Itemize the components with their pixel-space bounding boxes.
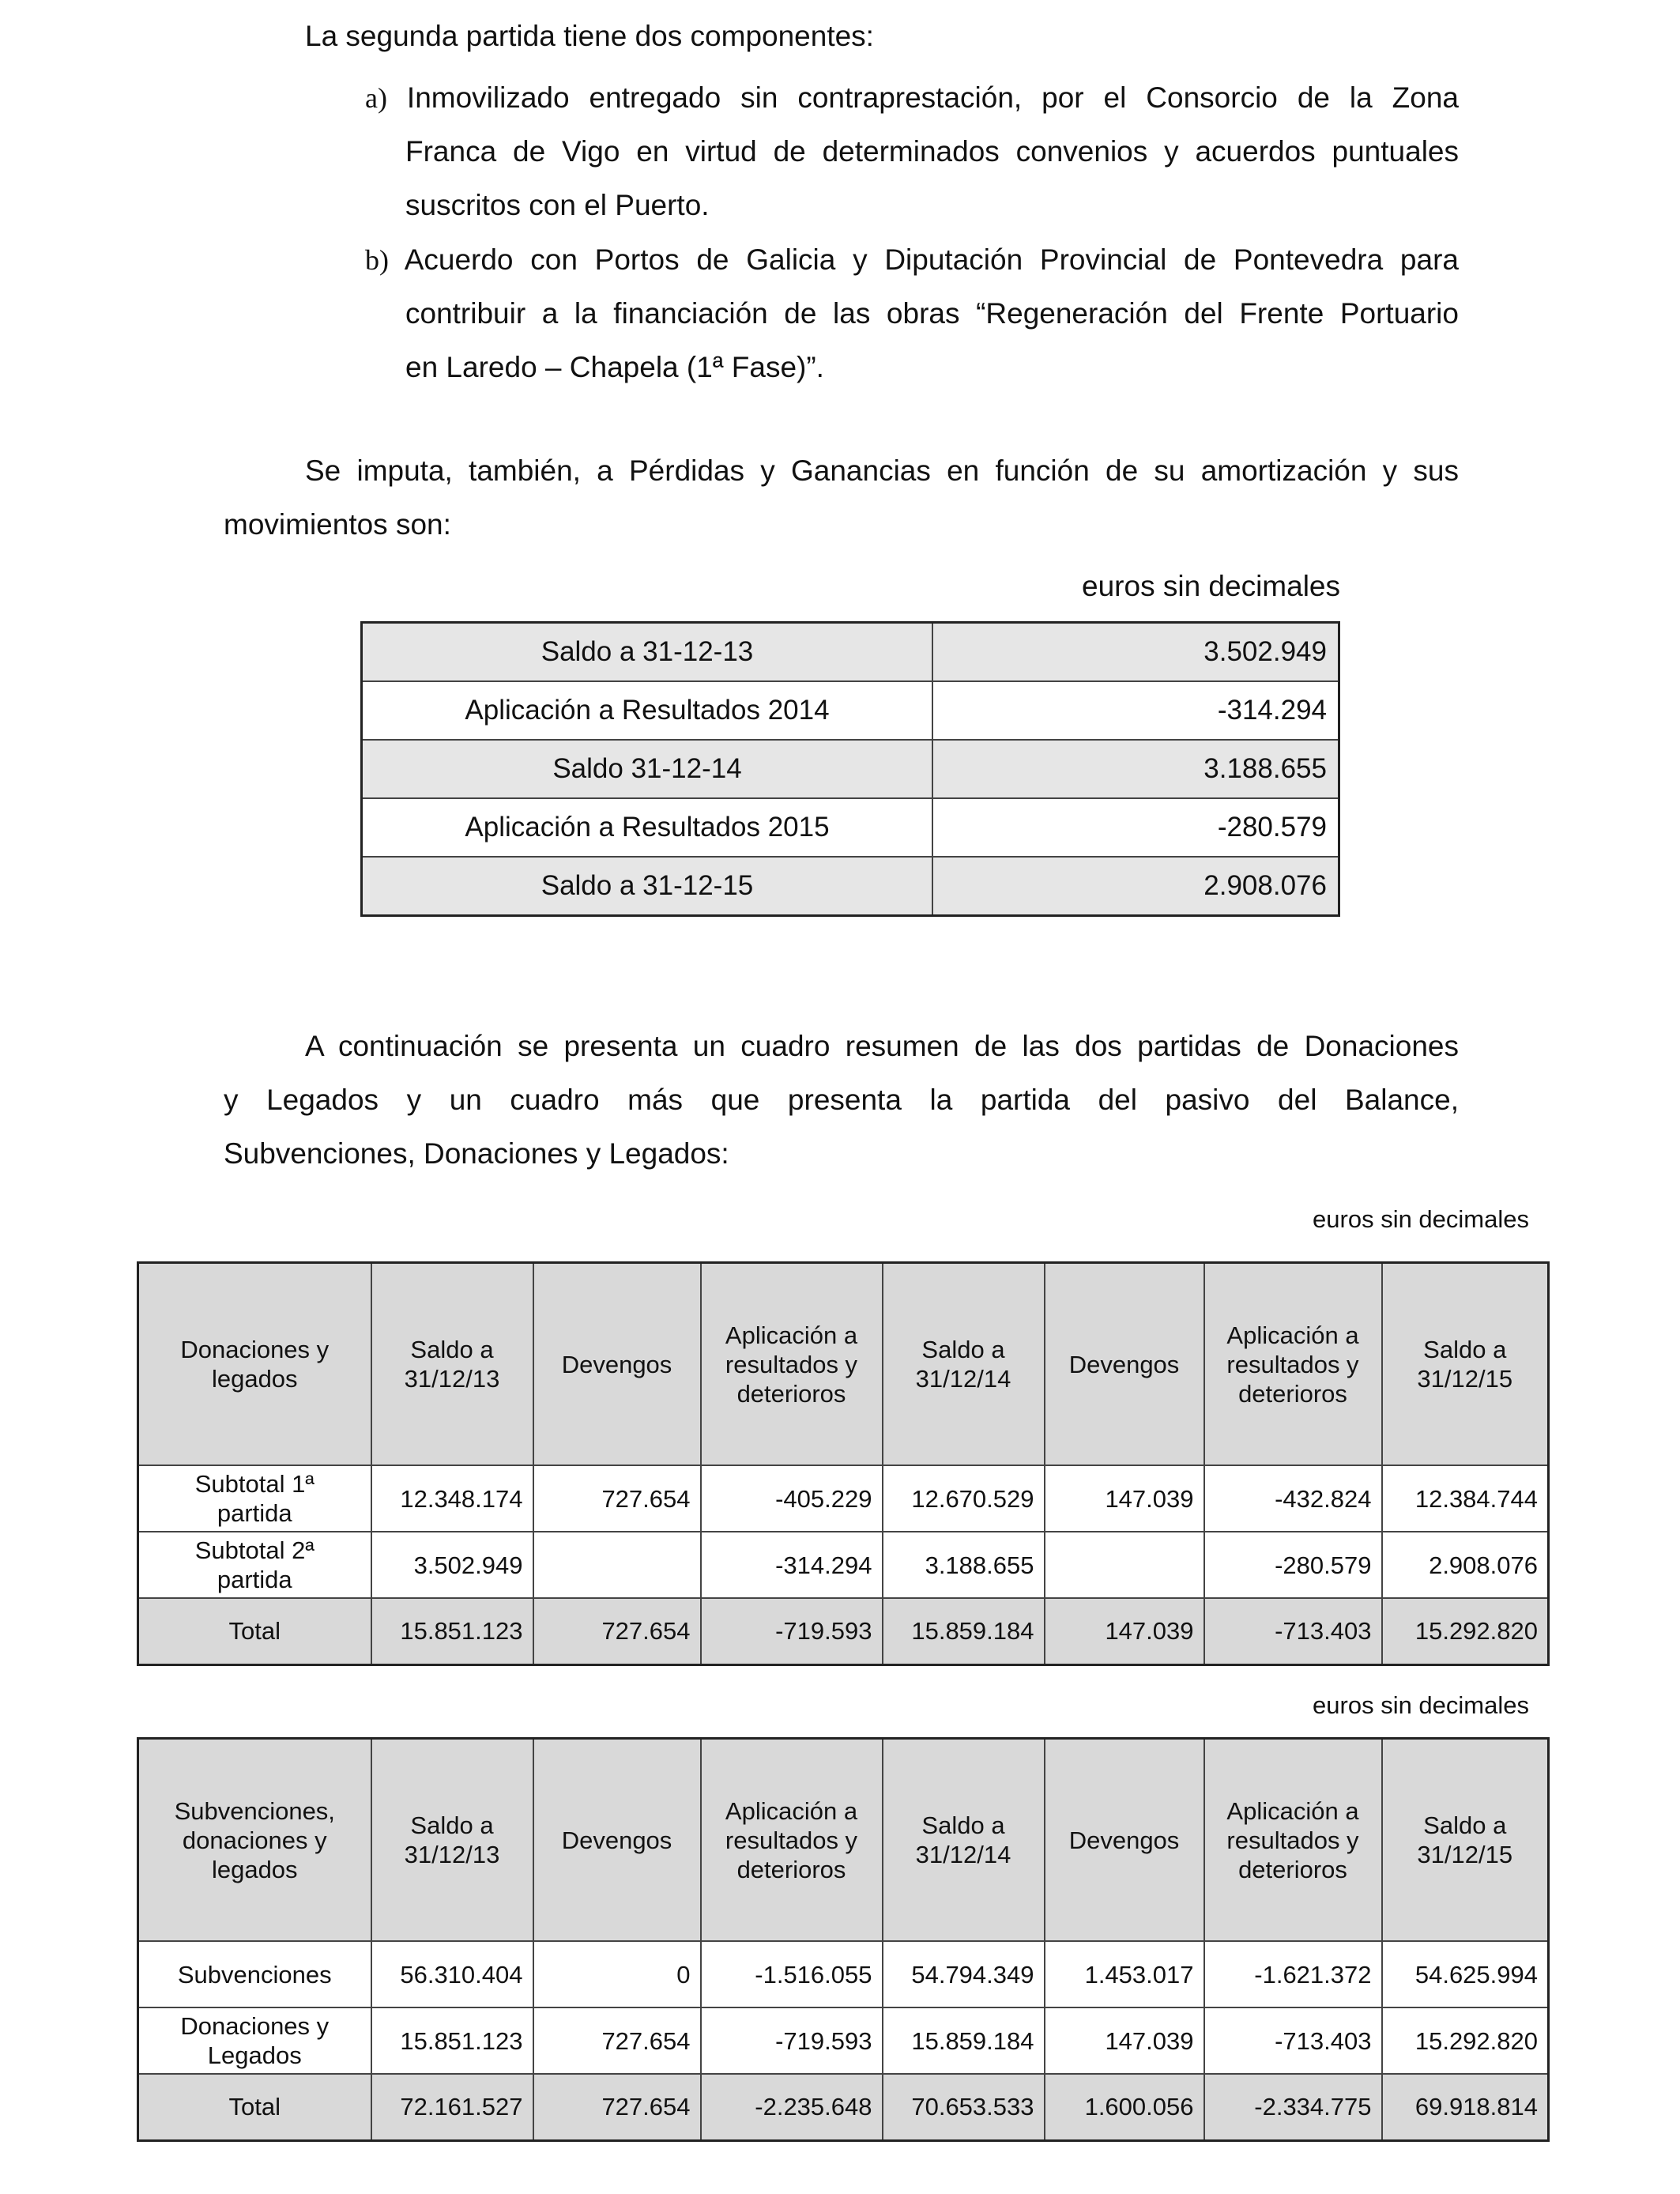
- table-cell: -432.824: [1204, 1465, 1382, 1532]
- paragraph-line: Subvenciones, Donaciones y Legados:: [224, 1137, 729, 1170]
- table-cell: -719.593: [701, 2007, 883, 2074]
- column-header: Saldo a 31/12/13: [371, 1263, 533, 1466]
- paragraph-line: Se imputa, también, a Pérdidas y Ganancias en función de su amortización y sus: [305, 454, 1459, 487]
- row-label: Subtotal 1ª partida: [138, 1465, 371, 1532]
- table-cell: -713.403: [1204, 2007, 1382, 2074]
- list-item-text-line: Inmovilizado entregado sin contraprestación, por el Consorcio de la Zona: [406, 81, 1459, 114]
- table-cell: -1.621.372: [1204, 1941, 1382, 2007]
- table-row: [362, 857, 1339, 916]
- row-value: -280.579: [932, 798, 1339, 857]
- table-cell: 15.851.123: [371, 1598, 533, 1664]
- table-cell: -2.334.775: [1204, 2074, 1382, 2140]
- column-header: Saldo a 31/12/15: [1382, 1263, 1549, 1466]
- row-label: Donaciones y Legados: [138, 2007, 371, 2074]
- row-label: Subvenciones: [138, 1941, 371, 2007]
- table-cell: 15.851.123: [371, 2007, 533, 2074]
- column-header: Saldo a 31/12/15: [1382, 1739, 1549, 1942]
- table-cell: -1.516.055: [701, 1941, 883, 2007]
- column-header: Devengos: [533, 1263, 701, 1466]
- table-cell: 12.384.744: [1382, 1465, 1549, 1532]
- table-cell: -405.229: [701, 1465, 883, 1532]
- list-marker: b): [365, 244, 389, 276]
- table-cell: 0: [533, 1941, 701, 2007]
- column-header: Saldo a 31/12/13: [371, 1739, 533, 1942]
- table-cell: 70.653.533: [883, 2074, 1045, 2140]
- table-cell: [533, 1532, 701, 1598]
- table-cell: -719.593: [701, 1598, 883, 1664]
- column-header: Saldo a 31/12/14: [883, 1739, 1045, 1942]
- table-cell: 727.654: [533, 1598, 701, 1664]
- table-cell: -280.579: [1204, 1532, 1382, 1598]
- table-cell: 1.453.017: [1045, 1941, 1204, 2007]
- list-item-a: [365, 71, 1459, 232]
- header-row: [138, 1739, 1549, 1942]
- summary-paragraph: [224, 1020, 1459, 1181]
- units-label: euros sin decimales: [1313, 1205, 1529, 1233]
- table-row: [362, 740, 1339, 798]
- table-cell: 147.039: [1045, 2007, 1204, 2074]
- table-row: [138, 2007, 1549, 2074]
- donaciones-table: [137, 1261, 1550, 1666]
- paragraph-line: y Legados y un cuadro más que presenta la partida del pasivo del Balance,: [224, 1084, 1459, 1116]
- table-cell: 54.625.994: [1382, 1941, 1549, 2007]
- table-cell: 12.670.529: [883, 1465, 1045, 1532]
- row-value: 2.908.076: [932, 857, 1339, 916]
- intro-paragraph: [305, 9, 1459, 63]
- table-row: [362, 798, 1339, 857]
- table-cell: 147.039: [1045, 1598, 1204, 1664]
- table-row: [138, 1941, 1549, 2007]
- table-cell: 15.292.820: [1382, 1598, 1549, 1664]
- table-cell: 15.859.184: [883, 2007, 1045, 2074]
- table-cell: -713.403: [1204, 1598, 1382, 1664]
- table-cell: 56.310.404: [371, 1941, 533, 2007]
- column-header: Aplicación a resultados y deterioros: [701, 1739, 883, 1942]
- row-value: -314.294: [932, 681, 1339, 740]
- total-row: [138, 2074, 1549, 2140]
- row-label: Total: [138, 1598, 371, 1664]
- column-header: Aplicación a resultados y deterioros: [1204, 1263, 1382, 1466]
- list-item-text-line: contribuir a la financiación de las obras “Regeneración del Frente Portuario: [405, 297, 1459, 330]
- header-row: [138, 1263, 1549, 1466]
- row-label: Saldo a 31-12-13: [362, 623, 933, 682]
- column-header: Donaciones y legados: [138, 1263, 371, 1466]
- table-cell: 727.654: [533, 2007, 701, 2074]
- row-label: Aplicación a Resultados 2014: [362, 681, 933, 740]
- table-cell: -2.235.648: [701, 2074, 883, 2140]
- column-header: Devengos: [1045, 1263, 1204, 1466]
- list-item-b: [365, 233, 1459, 394]
- units-label: euros sin decimales: [1082, 570, 1340, 602]
- row-label: Saldo 31-12-14: [362, 740, 933, 798]
- table-row: [138, 1532, 1549, 1598]
- row-label: Total: [138, 2074, 371, 2140]
- list-item-text-line: en Laredo – Chapela (1ª Fase)”.: [405, 351, 824, 383]
- table-cell: 1.600.056: [1045, 2074, 1204, 2140]
- table-cell: 147.039: [1045, 1465, 1204, 1532]
- total-row: [138, 1598, 1549, 1664]
- row-label: Saldo a 31-12-15: [362, 857, 933, 916]
- column-header: Aplicación a resultados y deterioros: [1204, 1739, 1382, 1942]
- table-cell: [1045, 1532, 1204, 1598]
- table-cell: 727.654: [533, 1465, 701, 1532]
- list-item-text-line: Acuerdo con Portos de Galicia y Diputación Provincial de Pontevedra para: [404, 243, 1459, 276]
- paragraph-line: movimientos son:: [224, 508, 451, 541]
- amortization-paragraph: [224, 444, 1459, 552]
- table-cell: -314.294: [701, 1532, 883, 1598]
- table-cell: 2.908.076: [1382, 1532, 1549, 1598]
- column-header: Devengos: [533, 1739, 701, 1942]
- column-header: Devengos: [1045, 1739, 1204, 1942]
- table-cell: 3.502.949: [371, 1532, 533, 1598]
- row-label: Aplicación a Resultados 2015: [362, 798, 933, 857]
- table-cell: 727.654: [533, 2074, 701, 2140]
- table-cell: 15.859.184: [883, 1598, 1045, 1664]
- table-row: [138, 1465, 1549, 1532]
- table-cell: 69.918.814: [1382, 2074, 1549, 2140]
- table-cell: 3.188.655: [883, 1532, 1045, 1598]
- table-cell: 15.292.820: [1382, 2007, 1549, 2074]
- table-cell: 12.348.174: [371, 1465, 533, 1532]
- column-header: Saldo a 31/12/14: [883, 1263, 1045, 1466]
- table-row: [362, 681, 1339, 740]
- column-header: Aplicación a resultados y deterioros: [701, 1263, 883, 1466]
- intro-text: La segunda partida tiene dos componentes:: [305, 20, 874, 52]
- table-row: [362, 623, 1339, 682]
- list-item-text-line: Franca de Vigo en virtud de determinados convenios y acuerdos puntuales: [405, 135, 1459, 168]
- paragraph-line: A continuación se presenta un cuadro resumen de las dos partidas de Donaciones: [305, 1030, 1459, 1062]
- column-header: Subvenciones, donaciones y legados: [138, 1739, 371, 1942]
- row-value: 3.188.655: [932, 740, 1339, 798]
- table-cell: 72.161.527: [371, 2074, 533, 2140]
- table-cell: 54.794.349: [883, 1941, 1045, 2007]
- list-item-text-line: suscritos con el Puerto.: [405, 189, 710, 221]
- subvenciones-table: [137, 1737, 1550, 2142]
- list-marker: a): [365, 82, 387, 114]
- units-label: euros sin decimales: [1313, 1691, 1529, 1719]
- row-label: Subtotal 2ª partida: [138, 1532, 371, 1598]
- movements-table: [360, 621, 1340, 917]
- row-value: 3.502.949: [932, 623, 1339, 682]
